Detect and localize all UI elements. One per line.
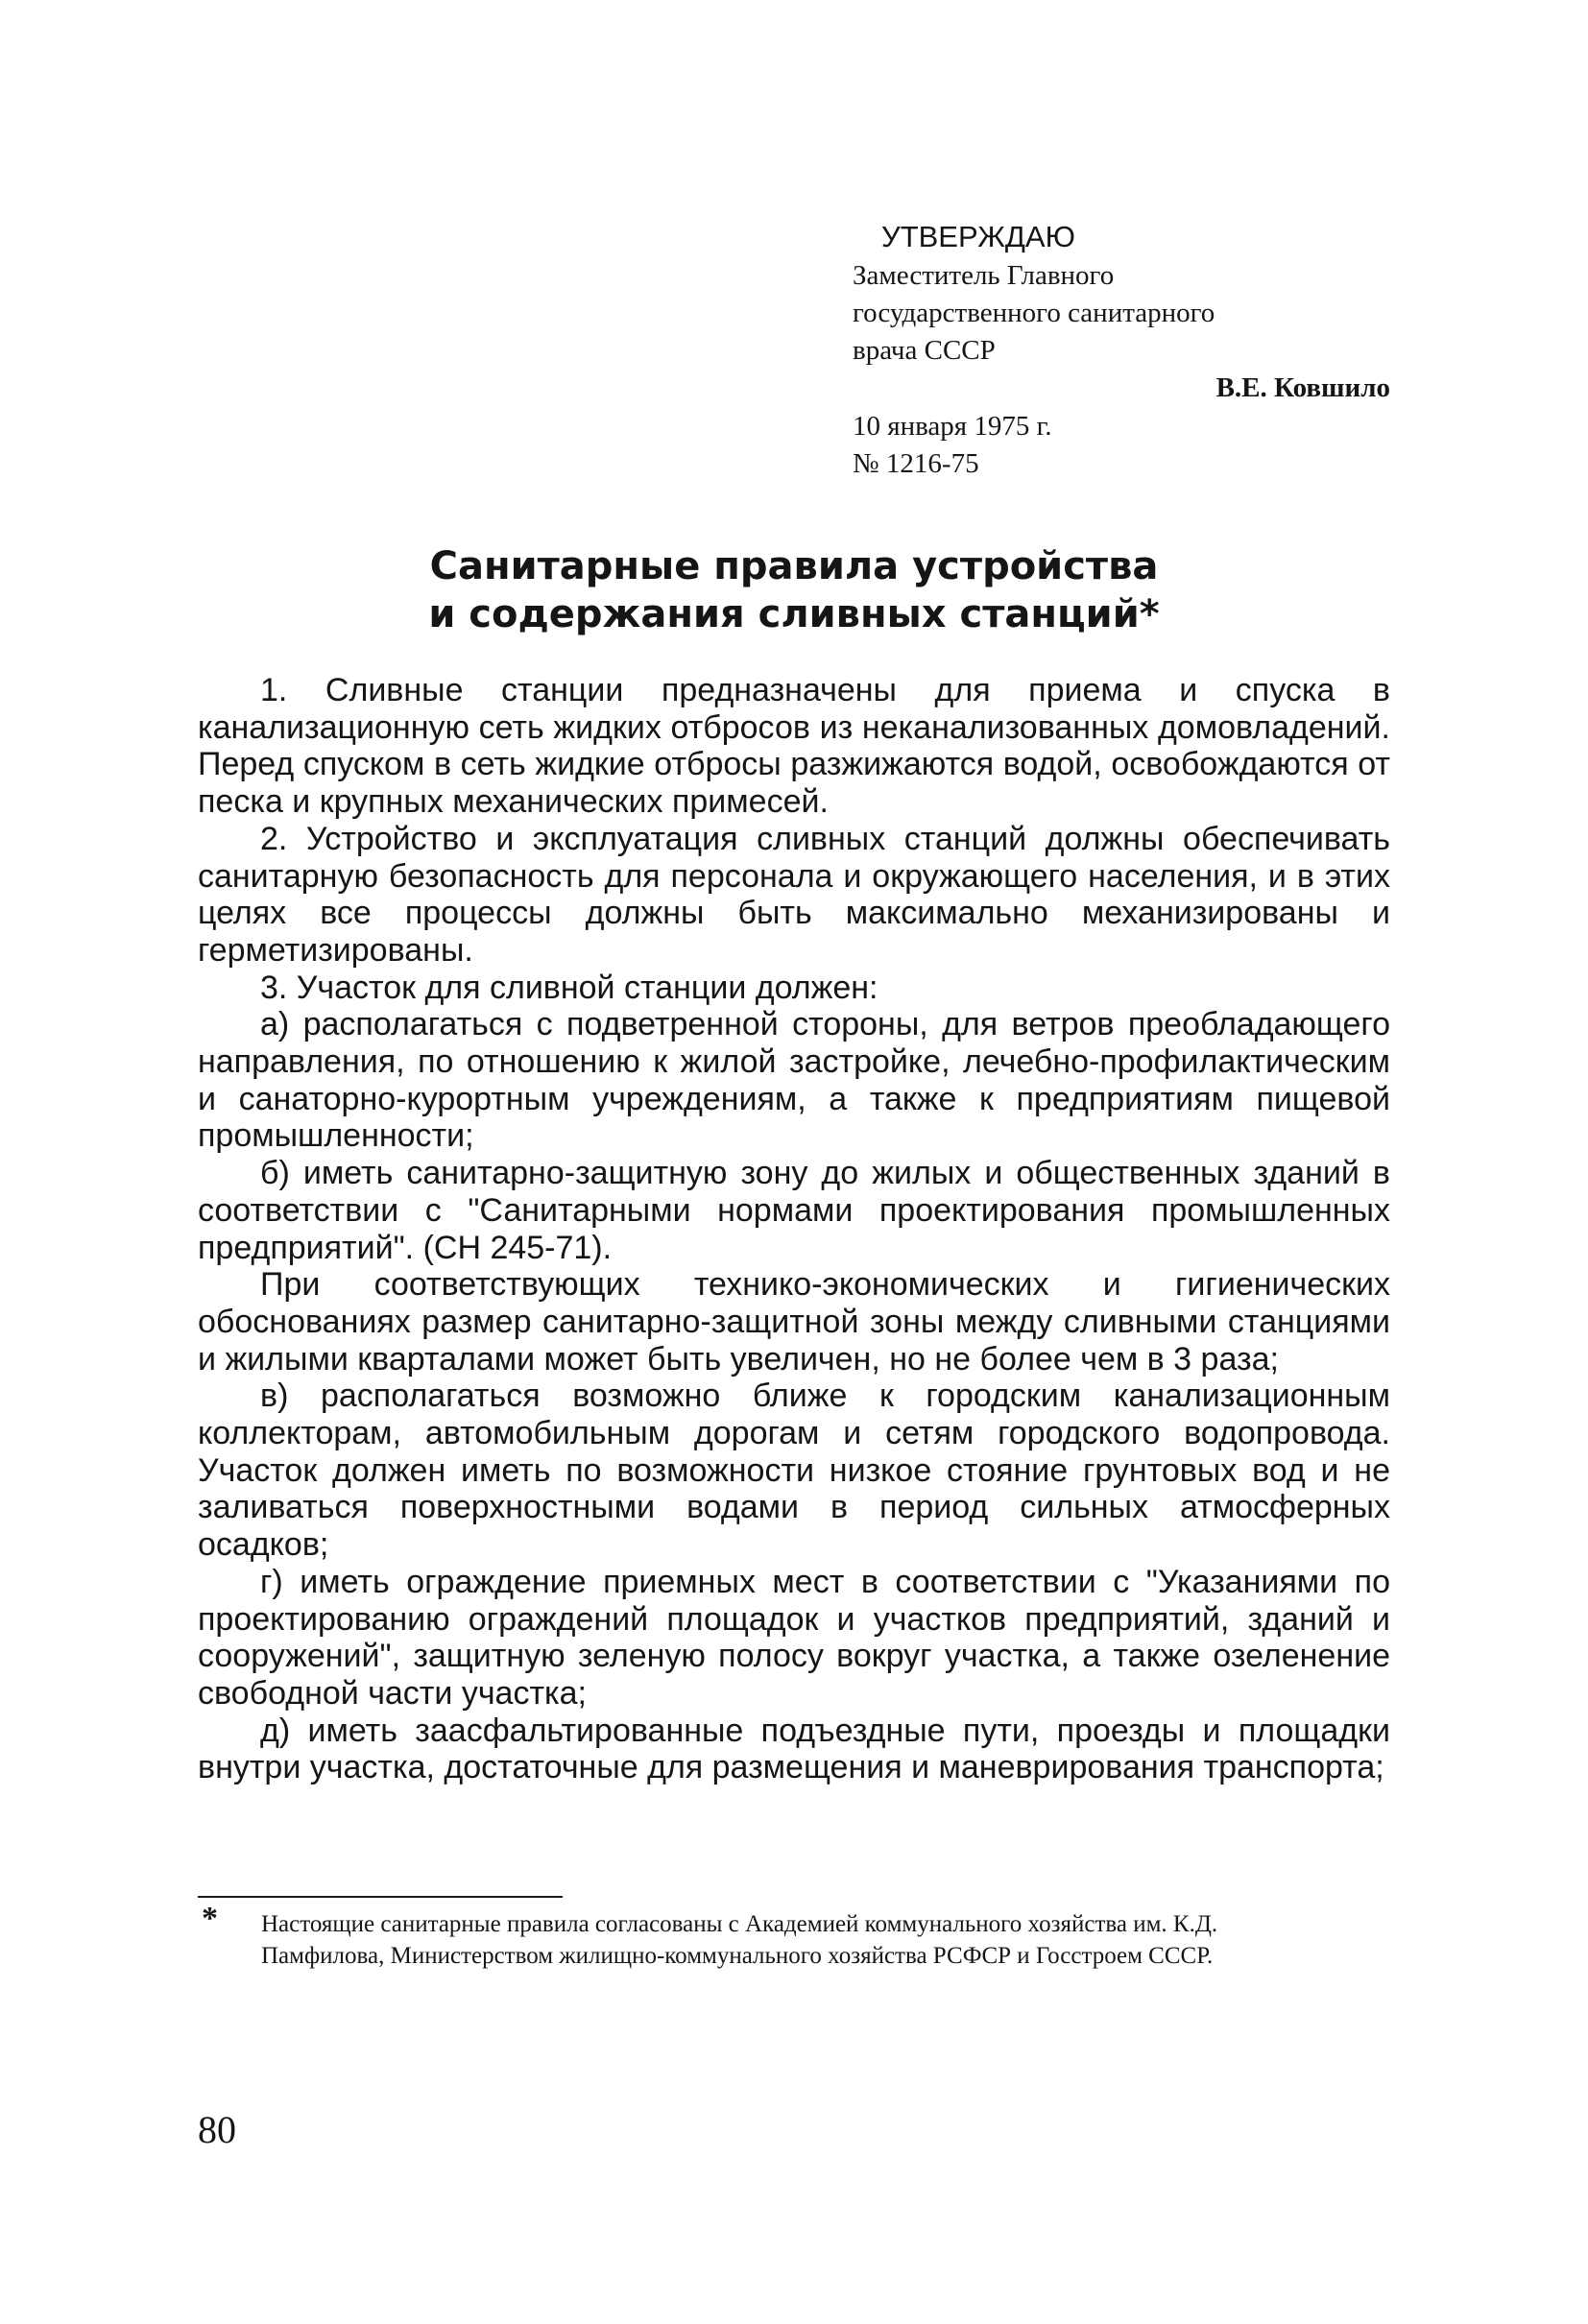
paragraph-3b: б) иметь санитарно-защитную зону до жилых и общественных зданий в соответствии с "Санитарными нормами проектирования промышленных предприятий". (СН 245-71). <box>198 1155 1390 1266</box>
paragraph-3v: в) располагаться возможно ближе к городским канализационным коллекторам, автомобильным дорогам и сетям городского водопровода. Участок должен иметь по возможности низкое стояние грунтовых вод и не заливаться поверхностными водами в период сильных атмосферных осадков; <box>198 1378 1390 1564</box>
paragraph-3b-note: При соответствующих технико-экономических и гигиенических обоснованиях размер санитарно-защитной зоны между сливными станциями и жилыми кварталами может быть увеличен, но не более чем в 3 раза; <box>198 1266 1390 1378</box>
page-number: 80 <box>198 2108 236 2151</box>
footnote-divider <box>198 1896 563 1898</box>
title-line: Санитарные правила устройства <box>429 544 1159 588</box>
paragraph-1: 1. Сливные станции предназначены для приема и спуска в канализационную сеть жидких отбросов из неканализованных домовладений. Перед спуском в сеть жидкие отбросы разжижаются водой, освобождаются от песка и крупных механических примесей. <box>198 672 1390 821</box>
signer-name: В.Е. Ковшило <box>1215 372 1390 403</box>
paragraph-3d: д) иметь заасфальтированные подъездные пути, проезды и площадки внутри участка, достаточные для размещения и маневрирования транспорта; <box>198 1712 1390 1786</box>
paragraph-3a: а) располагаться с подветренной стороны, для ветров преобладающего направления, по отношению к жилой застройке, лечебно-профилактическим и санаторно-курортным учреждениям, а также к предприятиям пищевой промышленности; <box>198 1006 1390 1155</box>
approval-date: 10 января 1975 г. <box>853 411 1052 442</box>
footnote-mark: * <box>202 1901 218 1936</box>
paragraph-2: 2. Устройство и эксплуатация сливных станций должны обеспечивать санитарную безопасность для персонала и окружающего населения, и в этих целях все процессы должны быть максимально механизированы и герметизированы. <box>198 820 1390 969</box>
approval-heading: УТВЕРЖДАЮ <box>881 220 1075 253</box>
document-body <box>198 672 1390 1786</box>
paragraph-3: 3. Участок для сливной станции должен: <box>260 969 878 1006</box>
approver-position-line: Заместитель Главного <box>853 260 1115 291</box>
document-title <box>198 542 1390 638</box>
footnote-text: Настоящие санитарные правила согласованы с Академией коммунального хозяйства им. К.Д. Памфилова, Министерством жилищно-коммунального хозяйства РСФСР и Госстроем СССР. <box>261 1911 1218 1969</box>
approver-position-line: врача СССР <box>853 335 996 366</box>
title-line: и содержания сливных станций* <box>428 592 1160 636</box>
approval-number: № 1216-75 <box>853 448 979 479</box>
approver-position-line: государственного санитарного <box>853 298 1215 328</box>
paragraph-3g: г) иметь ограждение приемных мест в соответствии с "Указаниями по проектированию ограждений площадок и участков предприятий, зданий и сооружений", защитную зеленую полосу вокруг участка, а также озеленение свободной части участка; <box>198 1563 1390 1712</box>
